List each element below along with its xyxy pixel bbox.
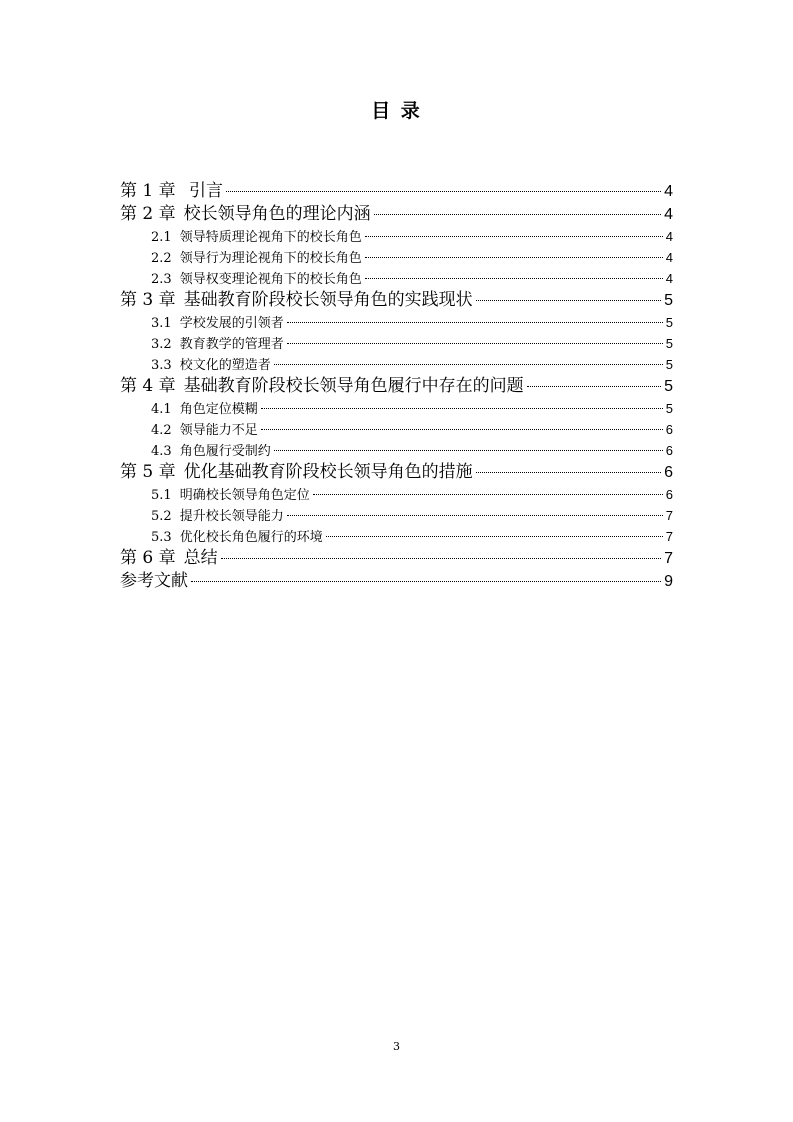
toc-entry-page: 7 xyxy=(665,508,673,523)
toc-dot-leader xyxy=(287,322,663,323)
toc-entry-page: 5 xyxy=(664,378,673,395)
toc-entry-title: 基础教育阶段校长领导角色的实践现状 xyxy=(183,290,473,310)
toc-entry-page: 6 xyxy=(665,487,673,502)
toc-entry-title: 领导能力不足 xyxy=(179,423,258,438)
toc-section-entry[interactable] xyxy=(120,526,673,547)
toc-entry-number: 2.3 xyxy=(151,272,172,287)
toc-entry-number: 3.3 xyxy=(151,358,172,373)
toc-dot-leader xyxy=(365,257,663,258)
toc-entry-title: 学校发展的引领者 xyxy=(179,316,284,331)
toc-chapter-entry[interactable] xyxy=(120,461,673,484)
toc-entry-page: 9 xyxy=(664,573,673,590)
toc-section-entry[interactable] xyxy=(120,312,673,333)
toc-entry-number: 3.2 xyxy=(151,337,172,352)
toc-entry-label xyxy=(120,203,371,226)
toc-section-entry[interactable] xyxy=(120,440,673,461)
toc-section-entry[interactable] xyxy=(120,333,673,354)
toc-entry-label xyxy=(151,485,310,506)
page-number: 3 xyxy=(393,1040,400,1053)
toc-entry-label xyxy=(151,399,258,420)
toc-entry-number: 5.2 xyxy=(151,509,172,524)
toc-entry-title: 优化校长角色履行的环境 xyxy=(179,530,323,545)
toc-entry-page: 5 xyxy=(665,336,673,351)
toc-entry-label xyxy=(151,441,271,462)
toc-entry-label xyxy=(151,313,284,334)
page-title: 目 录 xyxy=(371,100,422,122)
toc-entry-page: 6 xyxy=(665,443,673,458)
toc-chapter-entry[interactable] xyxy=(120,547,673,570)
toc-entry-page: 4 xyxy=(664,206,673,223)
toc-chapter-entry[interactable] xyxy=(120,570,673,593)
toc-entry-number: 2.2 xyxy=(151,251,172,266)
toc-chapter-entry[interactable] xyxy=(120,289,673,312)
toc-entry-page: 4 xyxy=(665,229,673,244)
toc-dot-leader xyxy=(261,408,663,409)
toc-entry-title: 提升校长领导能力 xyxy=(179,509,284,524)
toc-dot-leader xyxy=(261,429,663,430)
toc-entry-title: 引言 xyxy=(183,181,224,201)
toc-entry-label xyxy=(151,420,258,441)
toc-entry-number: 第 1 章 xyxy=(120,181,176,201)
toc-entry-title: 明确校长领导角色定位 xyxy=(179,488,310,503)
toc-dot-leader xyxy=(313,494,663,495)
toc-entry-title: 优化基础教育阶段校长领导角色的措施 xyxy=(183,462,473,482)
toc-entry-page: 6 xyxy=(664,464,673,481)
toc-entry-title: 校长领导角色的理论内涵 xyxy=(183,204,371,224)
toc-section-entry[interactable] xyxy=(120,505,673,526)
toc-dot-leader xyxy=(374,214,661,215)
toc-entry-number: 2.1 xyxy=(151,230,172,245)
toc-entry-title: 角色定位模糊 xyxy=(179,402,258,417)
toc-section-entry[interactable] xyxy=(120,247,673,268)
toc-dot-leader xyxy=(326,536,663,537)
toc-entry-label xyxy=(120,375,524,398)
toc-section-entry[interactable] xyxy=(120,419,673,440)
toc-entry-number: 第 4 章 xyxy=(120,376,176,396)
toc-dot-leader xyxy=(287,515,663,516)
toc-entry-number: 5.1 xyxy=(151,488,172,503)
toc-chapter-entry[interactable] xyxy=(120,203,673,226)
toc-entry-title: 校文化的塑造者 xyxy=(179,358,271,373)
table-of-contents xyxy=(120,180,673,593)
toc-entry-number: 4.1 xyxy=(151,402,172,417)
toc-entry-number: 第 6 章 xyxy=(120,548,176,568)
toc-entry-page: 5 xyxy=(664,292,673,309)
toc-chapter-entry[interactable] xyxy=(120,180,673,203)
toc-entry-title: 领导特质理论视角下的校长角色 xyxy=(179,230,362,245)
toc-section-entry[interactable] xyxy=(120,398,673,419)
toc-entry-label xyxy=(120,570,188,593)
toc-entry-page: 7 xyxy=(664,550,673,567)
toc-entry-label xyxy=(120,180,223,203)
toc-entry-label xyxy=(151,527,323,548)
toc-dot-leader xyxy=(221,558,661,559)
toc-entry-label xyxy=(151,269,362,290)
toc-entry-page: 6 xyxy=(665,422,673,437)
toc-entry-title: 基础教育阶段校长领导角色履行中存在的问题 xyxy=(183,376,524,396)
toc-entry-label xyxy=(120,547,218,570)
toc-entry-label xyxy=(151,227,362,248)
toc-entry-number: 5.3 xyxy=(151,530,172,545)
toc-entry-label xyxy=(151,248,362,269)
toc-entry-label xyxy=(151,506,284,527)
toc-entry-number: 第 5 章 xyxy=(120,462,176,482)
toc-entry-page: 5 xyxy=(665,357,673,372)
toc-dot-leader xyxy=(476,472,661,473)
toc-entry-title: 领导权变理论视角下的校长角色 xyxy=(179,272,362,287)
toc-entry-number: 第 2 章 xyxy=(120,204,176,224)
toc-entry-title: 角色履行受制约 xyxy=(179,444,271,459)
toc-entry-page: 4 xyxy=(665,271,673,286)
toc-entry-page: 4 xyxy=(664,183,673,200)
toc-entry-label xyxy=(120,461,473,484)
toc-dot-leader xyxy=(287,343,663,344)
toc-entry-page: 4 xyxy=(665,250,673,265)
toc-entry-number: 第 3 章 xyxy=(120,290,176,310)
toc-entry-number: 3.1 xyxy=(151,316,172,331)
toc-chapter-entry[interactable] xyxy=(120,375,673,398)
toc-entry-title: 领导行为理论视角下的校长角色 xyxy=(179,251,362,266)
toc-entry-title: 教育教学的管理者 xyxy=(179,337,284,352)
toc-dot-leader xyxy=(191,581,661,582)
toc-entry-page: 5 xyxy=(665,315,673,330)
toc-dot-leader xyxy=(274,450,663,451)
toc-dot-leader xyxy=(226,191,661,192)
toc-entry-number: 4.2 xyxy=(151,423,172,438)
toc-entry-number: 4.3 xyxy=(151,444,172,459)
toc-dot-leader xyxy=(527,386,661,387)
toc-section-entry[interactable] xyxy=(120,354,673,375)
toc-dot-leader xyxy=(476,300,661,301)
toc-entry-title: 总结 xyxy=(183,548,218,568)
toc-section-entry[interactable] xyxy=(120,484,673,505)
toc-entry-title: 参考文献 xyxy=(120,571,188,591)
toc-entry-page: 5 xyxy=(665,401,673,416)
toc-dot-leader xyxy=(365,236,663,237)
toc-dot-leader xyxy=(274,364,663,365)
toc-section-entry[interactable] xyxy=(120,226,673,247)
toc-section-entry[interactable] xyxy=(120,268,673,289)
toc-dot-leader xyxy=(365,278,663,279)
toc-entry-label xyxy=(151,355,271,376)
toc-entry-label xyxy=(120,289,473,312)
toc-entry-page: 7 xyxy=(665,529,673,544)
toc-entry-label xyxy=(151,334,284,355)
